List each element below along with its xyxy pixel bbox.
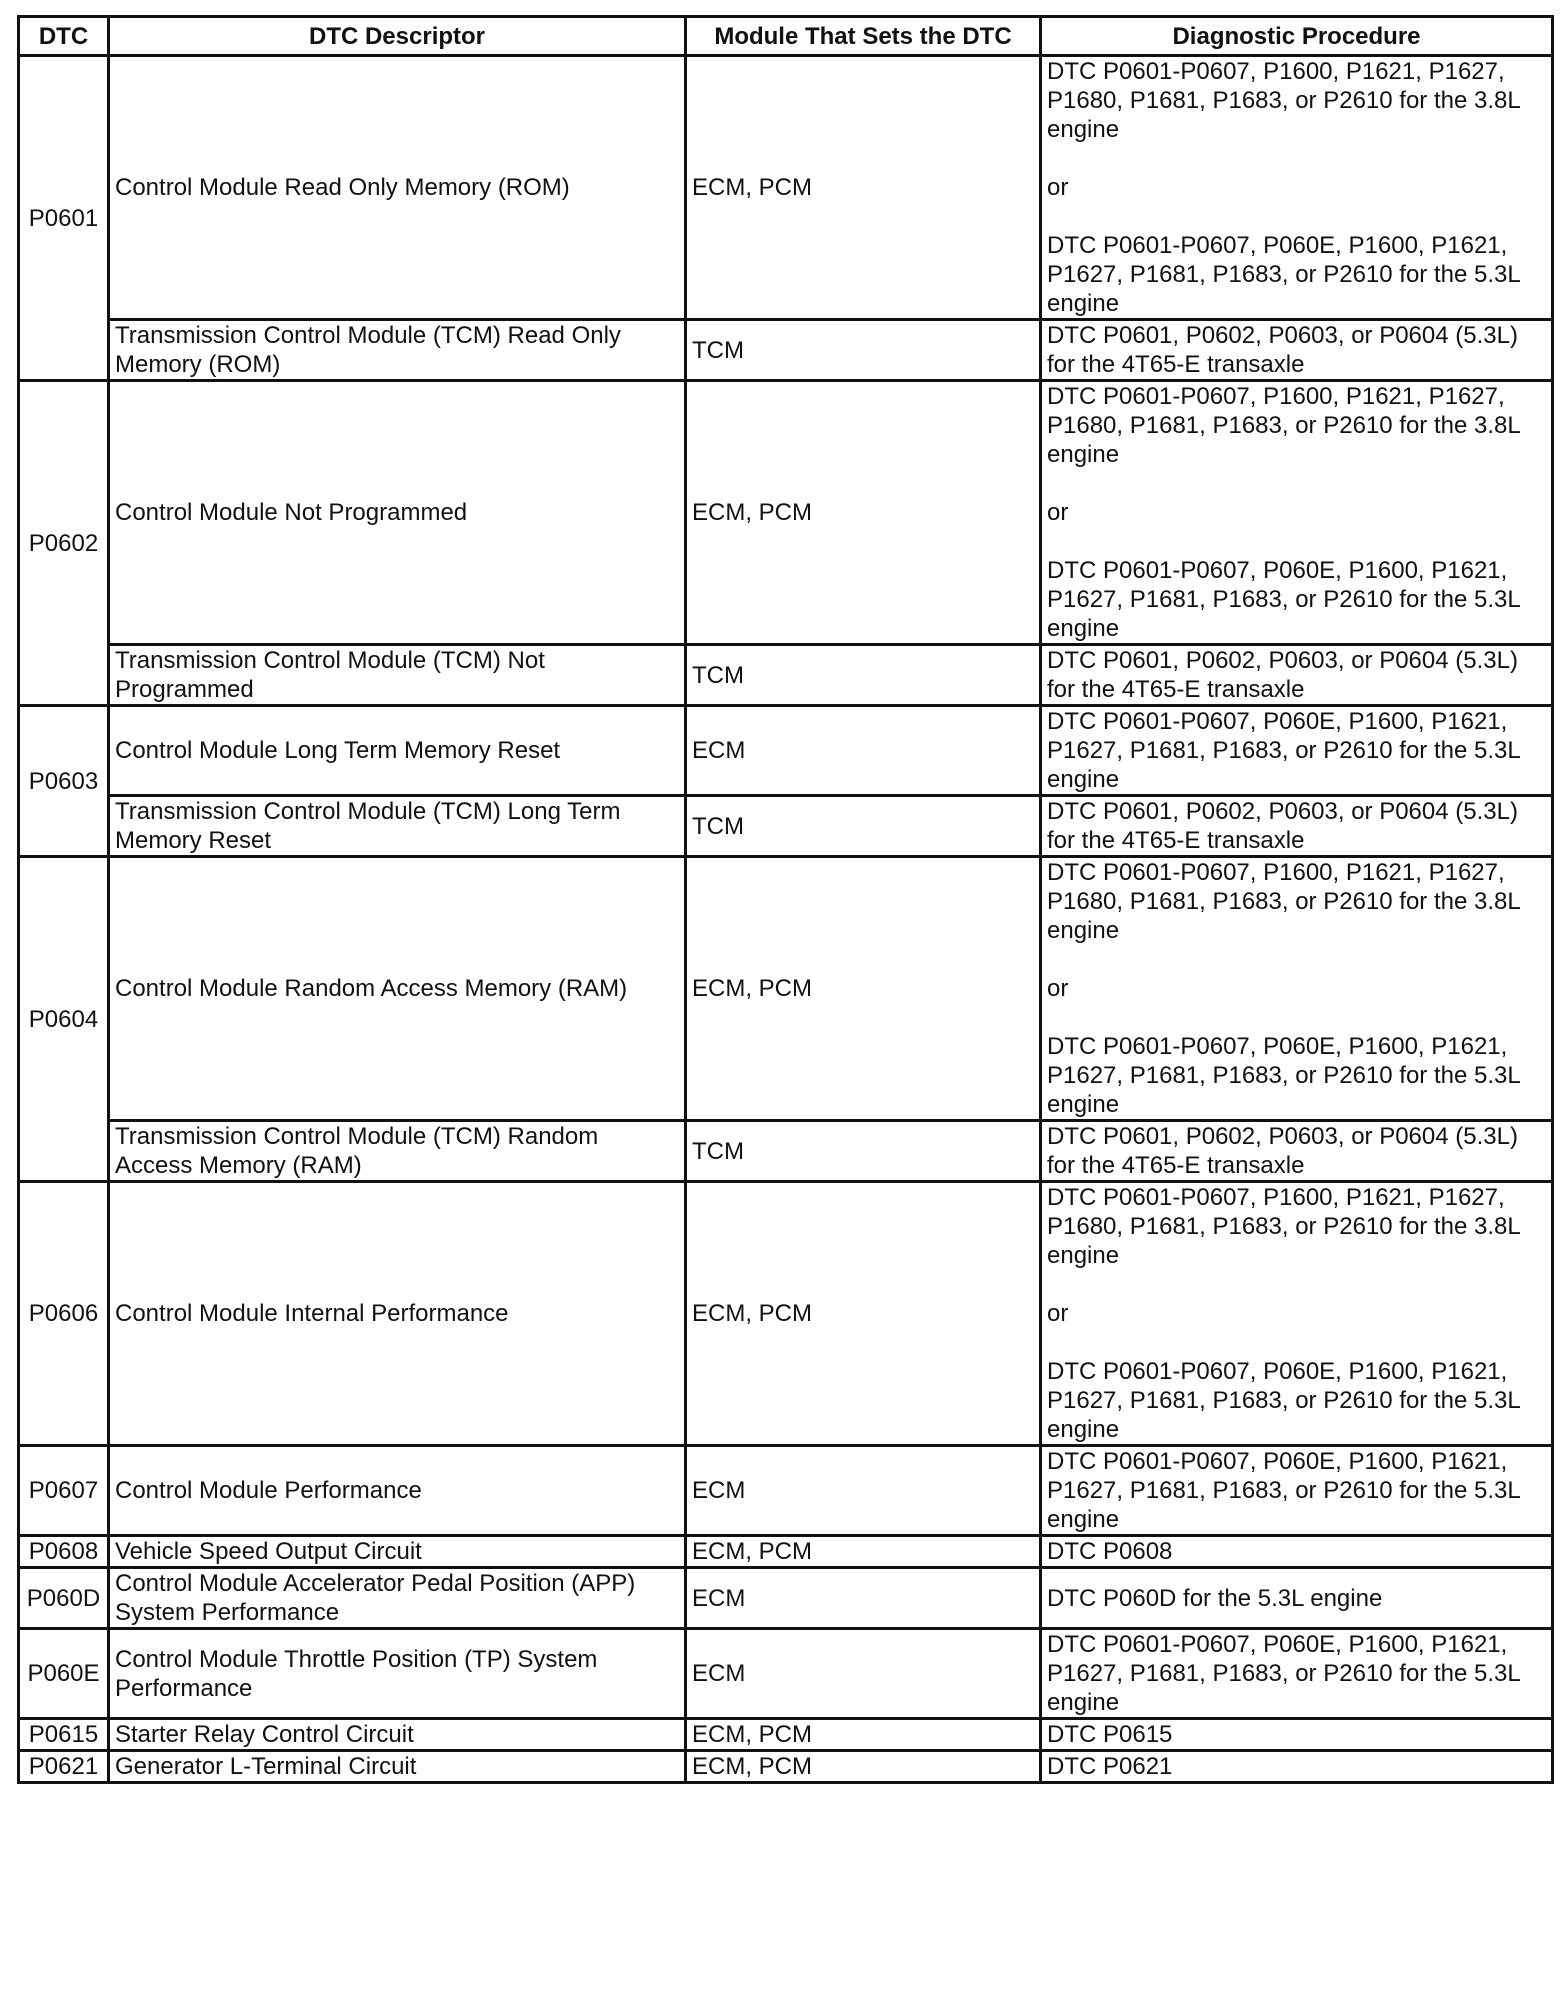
setting-module: ECM bbox=[686, 706, 1041, 796]
header-row bbox=[19, 17, 1553, 56]
procedure-line bbox=[1047, 1328, 1546, 1357]
dtc-descriptor: Control Module Long Term Memory Reset bbox=[109, 706, 686, 796]
table-row bbox=[19, 1182, 1553, 1446]
dtc-code: P060D bbox=[19, 1568, 109, 1629]
setting-module: TCM bbox=[686, 1121, 1041, 1182]
procedure-line: DTC P0601-P0607, P1600, P1621, P1627, P1680, P1681, P1683, or P2610 for the 3.8L engine bbox=[1047, 1184, 1527, 1269]
diagnostic-procedure bbox=[1041, 1182, 1553, 1446]
diagnostic-procedure bbox=[1041, 645, 1553, 706]
diagnostic-procedure bbox=[1041, 1629, 1553, 1719]
dtc-descriptor: Generator L-Terminal Circuit bbox=[109, 1751, 686, 1783]
procedure-line: DTC P0621 bbox=[1047, 1753, 1173, 1780]
table-row bbox=[19, 320, 1553, 381]
dtc-code: P0606 bbox=[19, 1182, 109, 1446]
setting-module: ECM, PCM bbox=[686, 1182, 1041, 1446]
setting-module: ECM, PCM bbox=[686, 381, 1041, 645]
table-row bbox=[19, 56, 1553, 320]
setting-module: ECM, PCM bbox=[686, 1536, 1041, 1568]
procedure-line: or bbox=[1047, 1300, 1069, 1327]
dtc-descriptor: Control Module Not Programmed bbox=[109, 381, 686, 645]
setting-module: ECM, PCM bbox=[686, 857, 1041, 1121]
diagnostic-procedure bbox=[1041, 1568, 1553, 1629]
dtc-descriptor: Control Module Throttle Position (TP) System Performance bbox=[109, 1629, 686, 1719]
table-row bbox=[19, 1568, 1553, 1629]
dtc-descriptor: Control Module Random Access Memory (RAM) bbox=[109, 857, 686, 1121]
dtc-descriptor: Transmission Control Module (TCM) Read Only Memory (ROM) bbox=[109, 320, 686, 381]
table-row bbox=[19, 381, 1553, 645]
setting-module: ECM, PCM bbox=[686, 1719, 1041, 1751]
setting-module: ECM bbox=[686, 1446, 1041, 1536]
diagnostic-procedure bbox=[1041, 320, 1553, 381]
diagnostic-procedure bbox=[1041, 381, 1553, 645]
diagnostic-procedure bbox=[1041, 706, 1553, 796]
procedure-line bbox=[1047, 202, 1546, 231]
table-body bbox=[19, 56, 1553, 1783]
dtc-code: P0602 bbox=[19, 381, 109, 706]
diagnostic-procedure bbox=[1041, 1719, 1553, 1751]
dtc-descriptor: Control Module Performance bbox=[109, 1446, 686, 1536]
table-row bbox=[19, 1121, 1553, 1182]
procedure-line: DTC P0601-P0607, P060E, P1600, P1621, P1627, P1681, P1683, or P2610 for the 5.3L engine bbox=[1047, 1448, 1527, 1533]
dtc-code: P0604 bbox=[19, 857, 109, 1182]
table-row bbox=[19, 857, 1553, 1121]
diagnostic-procedure bbox=[1041, 1121, 1553, 1182]
dtc-code: P0621 bbox=[19, 1751, 109, 1783]
header-module: Module That Sets the DTC bbox=[686, 17, 1041, 56]
procedure-line: DTC P0601-P0607, P060E, P1600, P1621, P1627, P1681, P1683, or P2610 for the 5.3L engine bbox=[1047, 557, 1527, 642]
header-procedure: Diagnostic Procedure bbox=[1041, 17, 1553, 56]
diagnostic-procedure bbox=[1041, 56, 1553, 320]
setting-module: TCM bbox=[686, 645, 1041, 706]
setting-module: TCM bbox=[686, 796, 1041, 857]
setting-module: ECM bbox=[686, 1629, 1041, 1719]
procedure-line: DTC P0601-P0607, P060E, P1600, P1621, P1627, P1681, P1683, or P2610 for the 5.3L engine bbox=[1047, 1631, 1527, 1716]
setting-module: ECM, PCM bbox=[686, 1751, 1041, 1783]
procedure-line bbox=[1047, 945, 1546, 974]
procedure-line: DTC P0608 bbox=[1047, 1538, 1173, 1565]
dtc-code: P0607 bbox=[19, 1446, 109, 1536]
procedure-line: DTC P0601, P0602, P0603, or P0604 (5.3L) for the 4T65-E transaxle bbox=[1047, 322, 1525, 378]
procedure-line: DTC P0601, P0602, P0603, or P0604 (5.3L) for the 4T65-E transaxle bbox=[1047, 798, 1525, 854]
table-row bbox=[19, 1751, 1553, 1783]
table-row bbox=[19, 706, 1553, 796]
table-row bbox=[19, 645, 1553, 706]
dtc-descriptor: Control Module Accelerator Pedal Position (APP) System Performance bbox=[109, 1568, 686, 1629]
table-row bbox=[19, 1446, 1553, 1536]
procedure-line: or bbox=[1047, 174, 1069, 201]
setting-module: ECM bbox=[686, 1568, 1041, 1629]
header-dtc: DTC bbox=[19, 17, 109, 56]
dtc-descriptor: Transmission Control Module (TCM) Random Access Memory (RAM) bbox=[109, 1121, 686, 1182]
procedure-line bbox=[1047, 469, 1546, 498]
dtc-code: P0615 bbox=[19, 1719, 109, 1751]
diagnostic-procedure bbox=[1041, 1536, 1553, 1568]
procedure-line: DTC P0601-P0607, P1600, P1621, P1627, P1680, P1681, P1683, or P2610 for the 3.8L engine bbox=[1047, 859, 1527, 944]
procedure-line: DTC P0601-P0607, P1600, P1621, P1627, P1680, P1681, P1683, or P2610 for the 3.8L engine bbox=[1047, 383, 1527, 468]
dtc-descriptor: Starter Relay Control Circuit bbox=[109, 1719, 686, 1751]
procedure-line: DTC P060D for the 5.3L engine bbox=[1047, 1584, 1383, 1612]
diagnostic-procedure bbox=[1041, 1446, 1553, 1536]
dtc-descriptor: Vehicle Speed Output Circuit bbox=[109, 1536, 686, 1568]
procedure-line bbox=[1047, 144, 1546, 173]
table-row bbox=[19, 1719, 1553, 1751]
table-header bbox=[19, 17, 1553, 56]
diagnostic-procedure bbox=[1041, 1751, 1553, 1783]
dtc-code: P0608 bbox=[19, 1536, 109, 1568]
dtc-descriptor: Transmission Control Module (TCM) Not Programmed bbox=[109, 645, 686, 706]
procedure-line: DTC P0601, P0602, P0603, or P0604 (5.3L) for the 4T65-E transaxle bbox=[1047, 647, 1525, 703]
procedure-line: DTC P0601, P0602, P0603, or P0604 (5.3L) for the 4T65-E transaxle bbox=[1047, 1123, 1525, 1179]
procedure-line bbox=[1047, 1003, 1546, 1032]
procedure-line: DTC P0601-P0607, P060E, P1600, P1621, P1627, P1681, P1683, or P2610 for the 5.3L engine bbox=[1047, 232, 1527, 317]
dtc-code: P060E bbox=[19, 1629, 109, 1719]
diagnostic-procedure bbox=[1041, 796, 1553, 857]
table-row bbox=[19, 796, 1553, 857]
procedure-line bbox=[1047, 1270, 1546, 1299]
procedure-line: DTC P0601-P0607, P060E, P1600, P1621, P1627, P1681, P1683, or P2610 for the 5.3L engine bbox=[1047, 708, 1527, 793]
procedure-line: or bbox=[1047, 499, 1069, 526]
dtc-descriptor: Control Module Read Only Memory (ROM) bbox=[109, 56, 686, 320]
procedure-line: or bbox=[1047, 975, 1069, 1002]
procedure-line: DTC P0601-P0607, P1600, P1621, P1627, P1680, P1681, P1683, or P2610 for the 3.8L engine bbox=[1047, 58, 1527, 143]
dtc-code: P0603 bbox=[19, 706, 109, 857]
table-row bbox=[19, 1536, 1553, 1568]
diagnostic-procedure bbox=[1041, 857, 1553, 1121]
setting-module: ECM, PCM bbox=[686, 56, 1041, 320]
procedure-line bbox=[1047, 527, 1546, 556]
dtc-descriptor: Control Module Internal Performance bbox=[109, 1182, 686, 1446]
dtc-table bbox=[17, 15, 1554, 1784]
procedure-line: DTC P0601-P0607, P060E, P1600, P1621, P1627, P1681, P1683, or P2610 for the 5.3L engine bbox=[1047, 1033, 1527, 1118]
dtc-descriptor: Transmission Control Module (TCM) Long Term Memory Reset bbox=[109, 796, 686, 857]
dtc-code: P0601 bbox=[19, 56, 109, 381]
procedure-line: DTC P0601-P0607, P060E, P1600, P1621, P1627, P1681, P1683, or P2610 for the 5.3L engine bbox=[1047, 1358, 1527, 1443]
header-descriptor: DTC Descriptor bbox=[109, 17, 686, 56]
table-row bbox=[19, 1629, 1553, 1719]
setting-module: TCM bbox=[686, 320, 1041, 381]
procedure-line: DTC P0615 bbox=[1047, 1721, 1173, 1748]
